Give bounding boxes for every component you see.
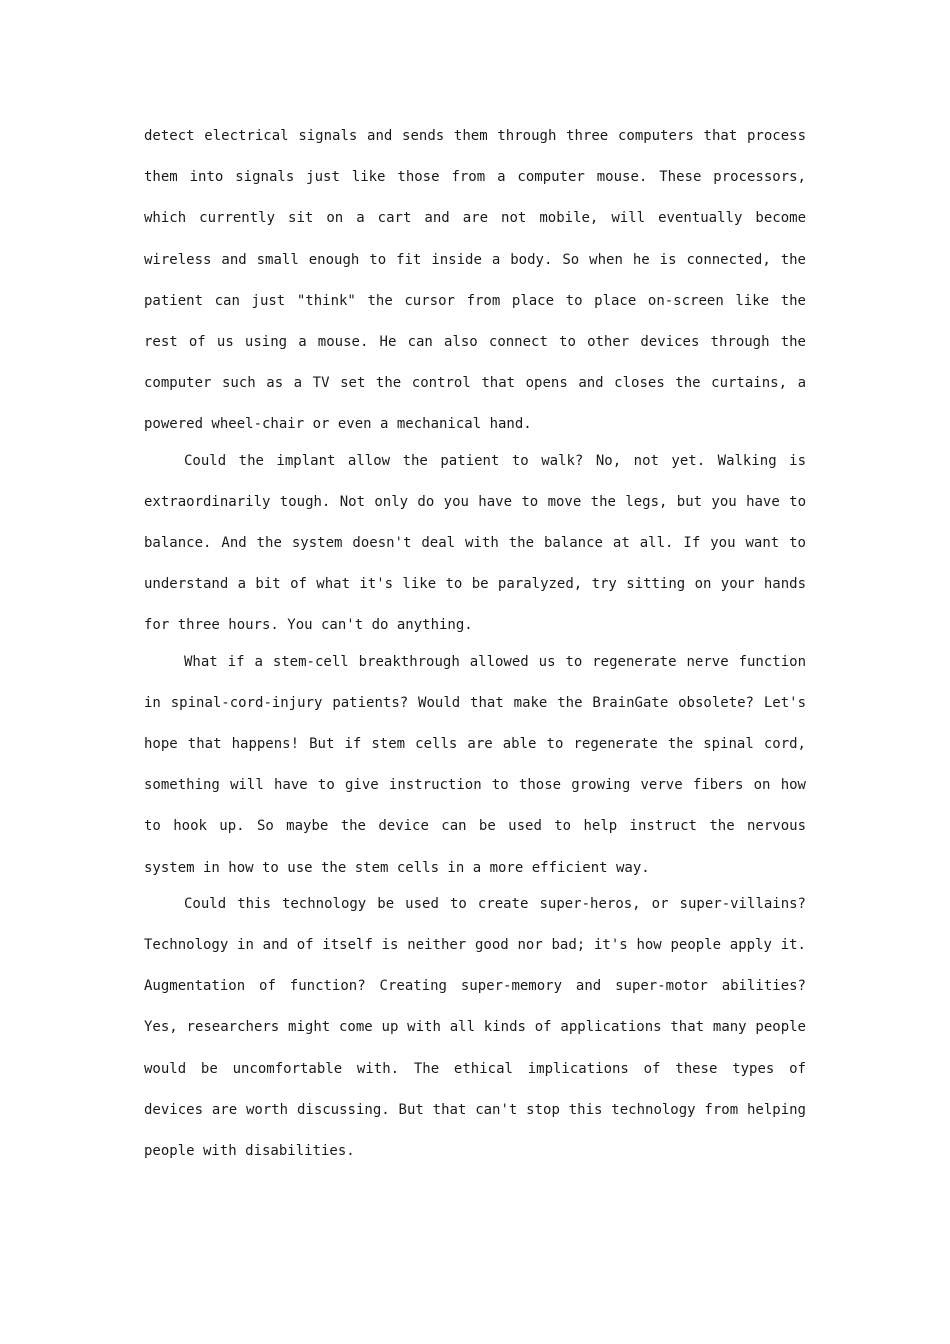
paragraph-3: What if a stem-cell breakthrough allowed us to regenerate nerve function in spinal-cord-injury patients? Would that make the BrainGate obsolete? Let's hope that happens! But if stem cells are able to regenerate the spinal cord, something will have to give instruction to those growing verve fibers on how to hook up. So maybe the device can be used to help instruct the nervous system in how to use the stem cells in a more efficient way. [144, 653, 806, 876]
paragraph-4: Could this technology be used to create super-heros, or super-villains? Technology in and of itself is neither good nor bad; it's how people apply it. Augmentation of function? Creating super-memory and super-motor abilities? Yes, researchers might come up with all kinds of applications that many people would be uncomfortable with. The ethical implications of these types of devices are worth discussing. But that can't stop this technology from helping people with disabilities. [144, 895, 806, 1160]
paragraph-2: Could the implant allow the patient to walk? No, not yet. Walking is extraordinarily tough. Not only do you have to move the legs, but you have to balance. And the system doesn't deal with the balance at all. If you want to understand a bit of what it's like to be paralyzed, try sitting on your hands for three hours. You can't do anything. [144, 452, 806, 634]
paragraph-1: detect electrical signals and sends them through three computers that process them into signals just like those from a computer mouse. These processors, which currently sit on a cart and are not mobile, will eventually become wireless and small enough to fit inside a body. So when he is connected, the patient can just "think" the cursor from place to place on-screen like the rest of us using a mouse. He can also connect to other devices through the computer such as a TV set the control that opens and closes the curtains, a powered wheel-chair or even a mechanical hand. [144, 128, 806, 433]
body-text [144, 116, 806, 1172]
